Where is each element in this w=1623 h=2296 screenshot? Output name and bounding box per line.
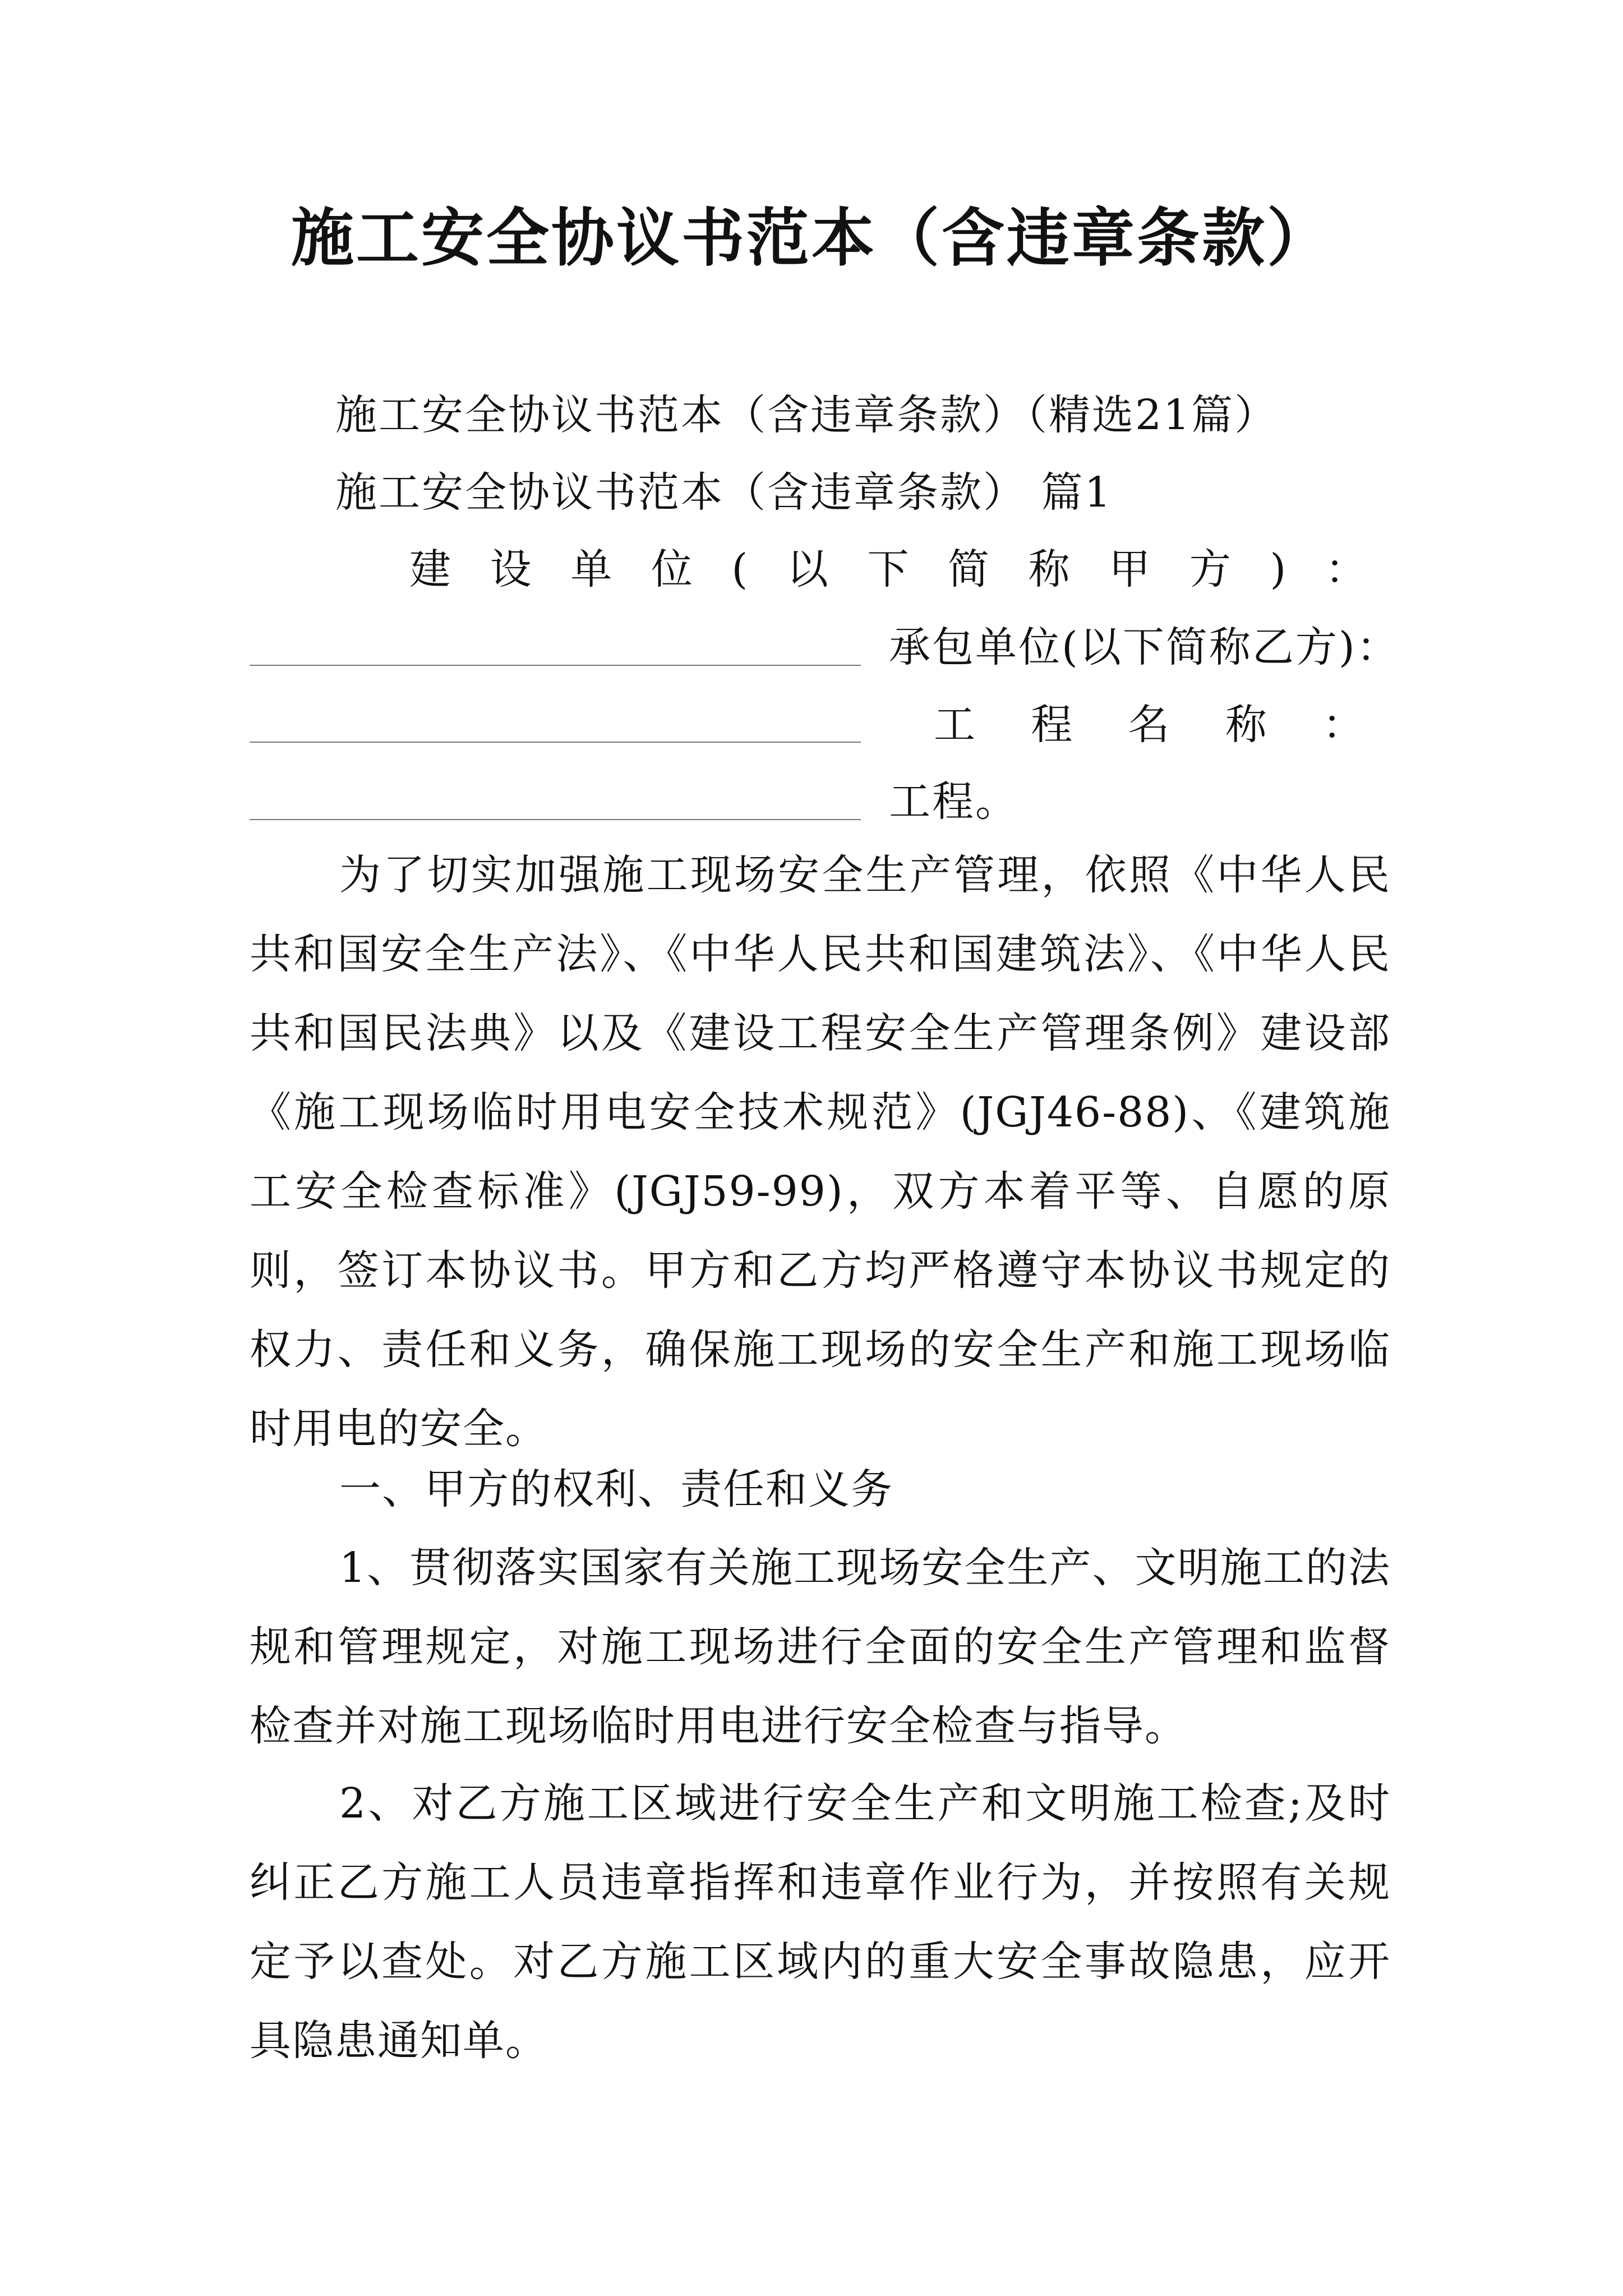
document-title: 施工安全协议书范本（含违章条款） — [291, 201, 1332, 275]
label-char: 简 — [948, 545, 992, 593]
project-name-blank — [250, 819, 861, 820]
label-char: 位 — [651, 545, 694, 593]
label-char: 程 — [1031, 701, 1075, 749]
label-char: 称 — [1225, 701, 1269, 749]
label-char: 以 — [786, 545, 830, 593]
party-a-label — [409, 541, 1368, 597]
part-heading: 施工安全协议书范本（含违章条款） 篇1 — [335, 468, 1113, 517]
subtitle: 施工安全协议书范本（含违章条款）（精选21篇） — [335, 391, 1278, 439]
label-char: 建 — [409, 545, 453, 593]
label-char: 设 — [490, 545, 533, 593]
paragraph-clause-1: 1、贯彻落实国家有关施工现场安全生产、文明施工的法规和管理规定，对施工现场进行全面的安全生产管理和监督检查并对施工现场临时用电进行安全检查与指导。 — [250, 1544, 1391, 1750]
label-char: 工 — [934, 701, 977, 749]
section-heading-party-a: 一、甲方的权利、责任和义务 — [339, 1465, 893, 1513]
label-char: ： — [1325, 545, 1368, 593]
label-char: ( — [731, 545, 750, 593]
party-a-blank — [250, 665, 861, 666]
paragraph-clause-2: 2、对乙方施工区域进行安全生产和文明施工检查;及时纠正乙方施工人员违章指挥和违章作业行为，并按照有关规定予以查处。对乙方施工区域内的重大安全事故隐患，应开具隐患通知单。 — [250, 1779, 1391, 2065]
paragraph-intro: 为了切实加强施工现场安全生产管理，依照《中华人民共和国安全生产法》、《中华人民共和国建筑法》、《中华人民共和国民法典》以及《建设工程安全生产管理条例》建设部《施工现场临时用电安全技术规范》(JGJ46-88)、《建筑施工安全检查标准》(JGJ59-99)，双方本着平等、自愿的原则，签订本协议书。甲方和乙方均严格遵守本协议书规定的权力、责任和义务，确保施工现场的安全生产和施工现场临时用电的安全。 — [250, 851, 1391, 1453]
label-char: 单 — [570, 545, 614, 593]
label-char: 方 — [1189, 545, 1233, 593]
label-char: ： — [1322, 701, 1366, 749]
label-char: ) — [1270, 545, 1288, 593]
label-char: 下 — [867, 545, 911, 593]
label-char: 称 — [1028, 545, 1072, 593]
party-b-blank — [250, 742, 861, 743]
party-b-label: 承包单位(以下简称乙方)： — [889, 623, 1400, 671]
project-name-label — [934, 697, 1366, 753]
label-char: 甲 — [1109, 545, 1152, 593]
label-char: 名 — [1128, 701, 1172, 749]
project-suffix: 工程。 — [889, 777, 1018, 826]
